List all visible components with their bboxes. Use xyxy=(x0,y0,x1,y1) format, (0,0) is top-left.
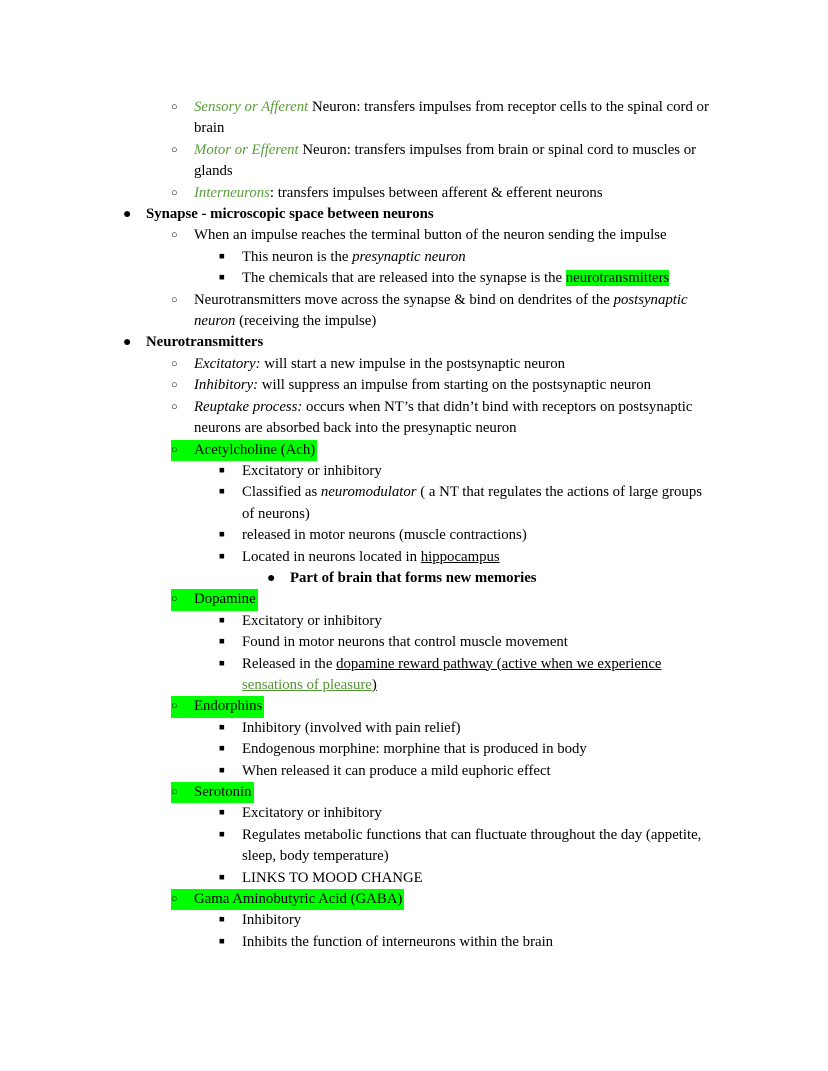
list-item-text xyxy=(194,782,252,803)
list-item xyxy=(123,332,712,353)
square-bullet-icon: ■ xyxy=(219,765,225,776)
list-item-text xyxy=(194,589,256,610)
text-segment: Inhibitory xyxy=(242,912,302,929)
highlighted-text-segment: neurotransmitters xyxy=(565,270,670,287)
list-item xyxy=(171,397,712,440)
list-item xyxy=(219,654,712,697)
circle-bullet-icon: ○ xyxy=(171,379,178,392)
list-item-text xyxy=(290,568,712,589)
text-segment: Part of brain that forms new memories xyxy=(290,569,537,586)
list-item xyxy=(219,932,712,953)
circle-bullet-icon: ○ xyxy=(171,593,178,606)
circle-bullet-icon: ○ xyxy=(171,700,178,713)
square-bullet-icon: ■ xyxy=(219,744,225,755)
circle-bullet-icon: ○ xyxy=(171,400,178,413)
text-segment: Inhibitory: xyxy=(194,377,259,394)
text-segment: Neuron: transfers impulses from receptor cells to the spinal cord or brain xyxy=(194,99,709,137)
list-item-text xyxy=(194,183,712,204)
disc-bullet-icon: ● xyxy=(123,207,132,223)
list-item xyxy=(219,718,712,739)
list-item xyxy=(171,140,712,183)
text-segment: Serotonin xyxy=(194,784,252,800)
list-item xyxy=(219,482,712,525)
square-bullet-icon: ■ xyxy=(219,465,225,476)
disc-bullet-icon: ● xyxy=(123,335,132,351)
text-segment: Neuron: transfers impulses from brain or spinal cord to muscles or glands xyxy=(194,141,697,180)
list-item-text xyxy=(242,482,712,525)
list-item-text xyxy=(242,825,712,868)
text-segment: Found in motor neurons that control muscle movement xyxy=(242,634,568,651)
square-bullet-icon: ■ xyxy=(219,658,225,669)
circle-bullet-icon: ○ xyxy=(171,443,178,456)
square-bullet-icon: ■ xyxy=(219,872,225,883)
text-segment: Sensory or Afferent xyxy=(194,99,309,115)
link-dopamine-reward-pathway[interactable]: dopamine reward pathway (active when we experience xyxy=(336,655,662,672)
text-segment: Inhibitory (involved with pain relief) xyxy=(242,719,461,736)
text-segment: Synapse - microscopic space between neurons xyxy=(146,206,434,223)
list-item-text xyxy=(242,761,712,782)
list-item xyxy=(123,204,712,225)
list-item-text xyxy=(242,247,712,268)
text-segment: presynaptic neuron xyxy=(352,248,466,265)
text-segment: Motor or Efferent xyxy=(194,141,299,158)
text-segment: Excitatory: xyxy=(194,355,261,372)
list-item-text xyxy=(146,332,712,353)
list-item xyxy=(171,354,712,375)
disc-bullet-icon: ● xyxy=(267,570,276,586)
list-item-text xyxy=(242,632,712,653)
circle-bullet-icon: ○ xyxy=(171,893,178,906)
list-item-highlighted xyxy=(171,696,712,717)
text-segment: neuromodulator xyxy=(320,484,417,501)
text-segment: Excitatory or inhibitory xyxy=(242,462,382,479)
highlight-block xyxy=(171,589,258,610)
square-bullet-icon: ■ xyxy=(219,722,225,733)
list-item-highlighted xyxy=(171,440,712,461)
highlight-block xyxy=(171,889,404,910)
square-bullet-icon: ■ xyxy=(219,251,225,262)
circle-bullet-icon: ○ xyxy=(171,229,178,242)
square-bullet-icon: ■ xyxy=(219,615,225,626)
text-segment: ( a NT that regulates the actions of large groups of neurons) xyxy=(242,484,702,522)
text-segment: Reuptake process: xyxy=(194,398,303,415)
list-item-text xyxy=(242,611,712,632)
list-item-text xyxy=(242,654,712,697)
square-bullet-icon: ■ xyxy=(219,915,225,926)
text-segment: When released it can produce a mild euphoric effect xyxy=(242,762,551,779)
list-item-text xyxy=(194,889,402,910)
text-segment: (receiving the impulse) xyxy=(235,313,377,330)
text-segment: Located in neurons located in xyxy=(242,548,421,565)
text-segment: Regulates metabolic functions that can fluctuate throughout the day (appetite, sleep, body temperature) xyxy=(242,826,702,865)
list-item-text xyxy=(242,547,712,568)
list-item-text xyxy=(194,140,712,183)
list-item-text xyxy=(194,375,712,396)
text-segment: will start a new impulse in the postsynaptic neuron xyxy=(260,355,566,372)
text-segment: Dopamine xyxy=(194,591,256,608)
square-bullet-icon: ■ xyxy=(219,936,225,947)
list-item-text xyxy=(194,696,262,717)
list-item-text xyxy=(242,718,712,739)
circle-bullet-icon: ○ xyxy=(171,357,178,370)
list-item-highlighted xyxy=(171,889,712,910)
text-segment: Endorphins xyxy=(194,698,263,715)
list-item xyxy=(219,632,712,653)
square-bullet-icon: ■ xyxy=(219,530,225,541)
text-segment: Interneurons xyxy=(194,184,270,201)
text-segment: Classified as xyxy=(242,484,321,501)
list-item xyxy=(219,910,712,931)
list-item-text xyxy=(242,803,712,824)
list-item xyxy=(219,761,712,782)
square-bullet-icon: ■ xyxy=(219,637,225,648)
highlight-block xyxy=(171,440,317,461)
list-item-text xyxy=(194,440,315,461)
text-segment: : transfers impulses between afferent & efferent neurons xyxy=(269,184,603,201)
circle-bullet-icon: ○ xyxy=(171,786,178,798)
text-segment: Acetylcholine (Ach) xyxy=(194,441,316,458)
list-item-text xyxy=(194,225,712,246)
link-sensations-of-pleasure[interactable]: sensations of pleasure xyxy=(242,676,372,693)
circle-bullet-icon: ○ xyxy=(171,101,178,113)
text-segment: postsynaptic neuron xyxy=(194,291,688,330)
circle-bullet-icon: ○ xyxy=(171,293,178,306)
list-item-text xyxy=(242,910,712,931)
list-item xyxy=(171,225,712,246)
square-bullet-icon: ■ xyxy=(219,487,225,498)
square-bullet-icon: ■ xyxy=(219,829,225,840)
list-item xyxy=(219,247,712,268)
text-segment: Gama Aminobutyric Acid (GABA) xyxy=(194,891,403,908)
list-item-text xyxy=(146,204,712,225)
link-closing-paren[interactable]: ) xyxy=(371,676,377,693)
list-item-highlighted xyxy=(171,589,712,610)
text-segment: will suppress an impulse from starting on the postsynaptic neuron xyxy=(258,377,651,394)
list-item xyxy=(219,803,712,824)
text-segment: occurs when NT’s that didn’t bind with receptors on postsynaptic neurons are absorbed back into the presynaptic neuron xyxy=(194,398,693,437)
list-item xyxy=(219,461,712,482)
text-segment: released in motor neurons (muscle contractions) xyxy=(242,527,527,544)
text-segment: Released in the xyxy=(242,655,337,672)
list-item-text xyxy=(194,397,712,440)
text-segment: Neurotransmitters move across the synapse & bind on dendrites of the xyxy=(194,291,614,308)
list-item-text xyxy=(242,868,712,889)
list-item xyxy=(267,568,712,589)
text-segment: LINKS TO MOOD CHANGE xyxy=(242,869,423,886)
list-item-text xyxy=(194,354,712,375)
list-item xyxy=(219,611,712,632)
list-item xyxy=(171,290,712,333)
list-item-text xyxy=(242,932,712,953)
list-item-text xyxy=(242,461,712,482)
list-item xyxy=(171,375,712,396)
list-item-text xyxy=(242,525,712,546)
text-segment: Inhibits the function of interneurons within the brain xyxy=(242,933,554,950)
list-item xyxy=(219,739,712,760)
link-hippocampus[interactable]: hippocampus xyxy=(420,548,500,565)
list-item xyxy=(171,183,712,204)
text-segment: Excitatory or inhibitory xyxy=(242,612,382,629)
text-segment: This neuron is the xyxy=(242,248,353,265)
square-bullet-icon: ■ xyxy=(219,551,225,562)
highlight-block xyxy=(171,696,264,717)
text-segment: The chemicals that are released into the synapse is the xyxy=(242,270,566,287)
list-item-text xyxy=(194,97,712,140)
list-item-text xyxy=(242,739,712,760)
square-bullet-icon: ■ xyxy=(219,273,225,284)
circle-bullet-icon: ○ xyxy=(171,186,178,199)
text-segment: Excitatory or inhibitory xyxy=(242,805,382,822)
square-bullet-icon: ■ xyxy=(219,808,225,819)
circle-bullet-icon: ○ xyxy=(171,143,178,156)
list-item-text xyxy=(242,268,712,289)
text-segment: When an impulse reaches the terminal button of the neuron sending the impulse xyxy=(194,227,667,244)
list-item xyxy=(219,547,712,568)
list-item-highlighted xyxy=(171,782,712,803)
list-item-text xyxy=(194,290,712,333)
text-segment: Endogenous morphine: morphine that is produced in body xyxy=(242,741,587,758)
list-item xyxy=(219,825,712,868)
list-item xyxy=(219,268,712,289)
list-item xyxy=(219,525,712,546)
highlight-block xyxy=(171,782,254,803)
list-item xyxy=(219,868,712,889)
list-item xyxy=(171,97,712,140)
text-segment: Neurotransmitters xyxy=(146,334,264,351)
